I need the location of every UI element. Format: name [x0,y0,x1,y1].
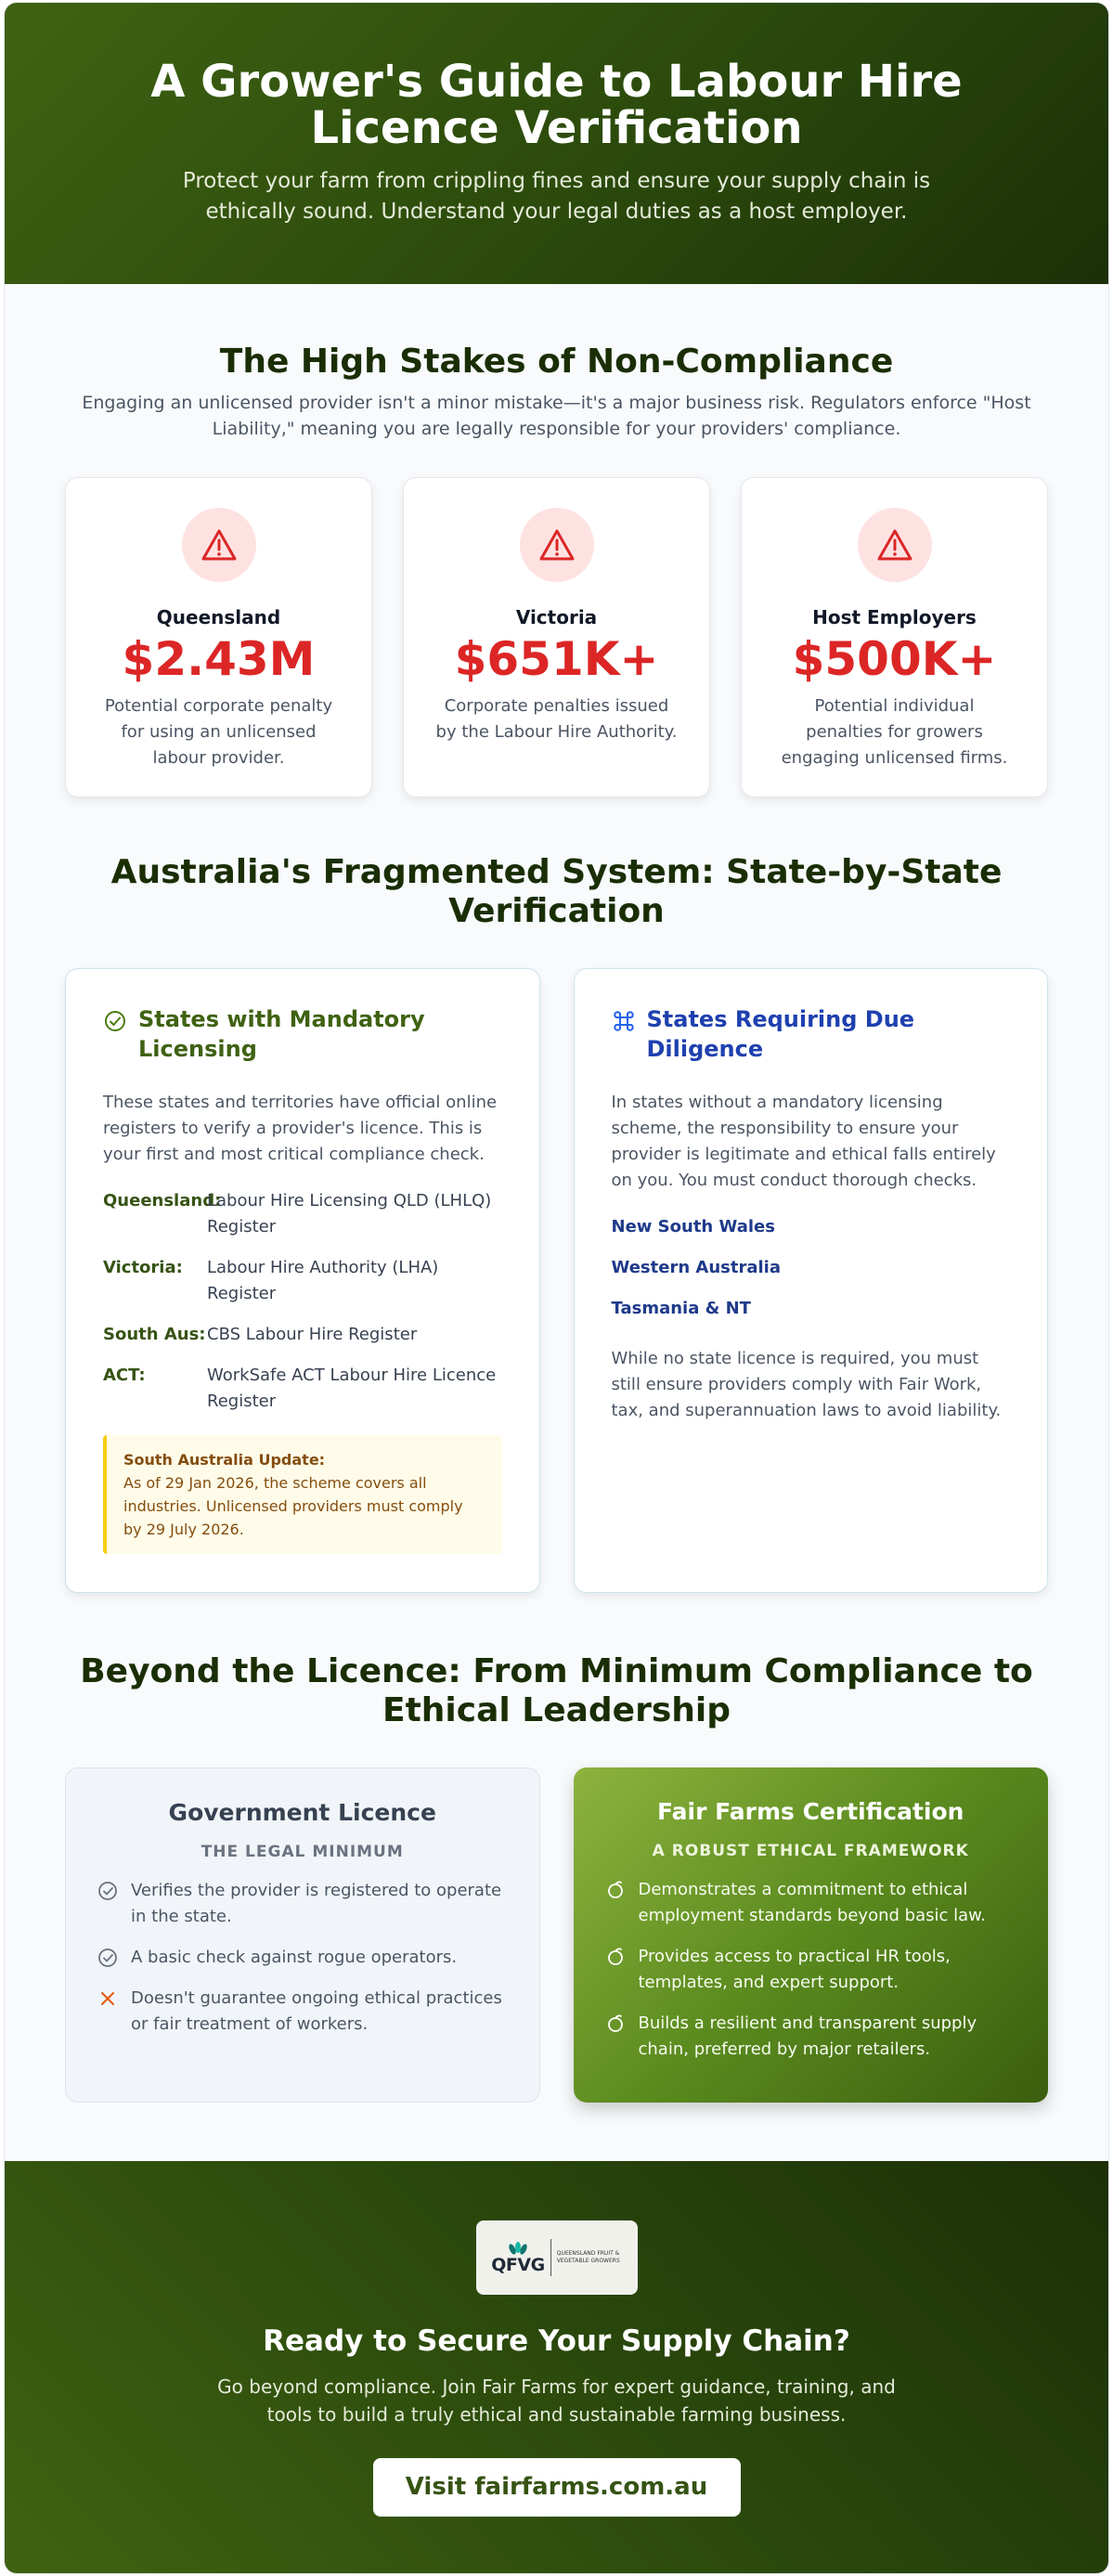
list-item [605,1944,1017,1996]
register-item [103,1255,502,1307]
leaf-icon [605,2011,626,2037]
x-icon [97,1986,118,2012]
leaf-icon [605,1877,626,1903]
register-state: South Aus: [103,1325,206,1344]
diligence-state: New South Wales [611,1217,775,1236]
register-item [103,1322,502,1348]
list-item [97,1878,508,1930]
penalty-card-victoria [403,477,710,797]
mandatory-title: States with Mandatory Licensing [138,1006,425,1062]
qfvg-logo [476,2220,638,2295]
gov-item-text: A basic check against rogue operators. [131,1948,458,1967]
verification-panels [5,968,1108,1593]
mandatory-licensing-panel [65,968,540,1593]
penalty-amount: $651K+ [454,632,659,686]
diligence-body: In states without a mandatory licensing scheme, the responsibility to ensure your provider is legitimate and ethical falls entirely on you. You must conduct thorough checks. [611,1093,996,1190]
logo-divider [550,2239,551,2276]
gov-list [97,1878,508,2038]
gov-subtitle: THE LEGAL MINIMUM [201,1843,404,1861]
hero-banner [5,3,1108,284]
check-circle-icon [103,1004,127,1037]
visit-fairfarms-button[interactable]: Visit fairfarms.com.au [373,2458,741,2517]
warning-triangle-icon [858,508,932,582]
leaf-icon [605,1944,626,1970]
diligence-title: States Requiring Due Diligence [646,1006,915,1062]
list-item [97,1945,508,1971]
warning-triangle-icon [520,508,594,582]
register-item [103,1363,502,1415]
register-state: Victoria: [103,1258,183,1277]
logo-mark [491,2241,544,2274]
penalty-desc: Corporate penalties issued by the Labour Hire Authority. [435,696,678,742]
register-name: WorkSafe ACT Labour Hire Licence Register [207,1366,497,1411]
logo-text: QFVG [491,2255,545,2275]
fair-farms-card [574,1767,1049,2103]
command-icon [612,1004,636,1037]
list-item [605,1877,1017,1929]
penalty-region: Host Employers [812,606,977,628]
register-name: Labour Hire Licensing QLD (LHLQ) Register [207,1191,492,1236]
mandatory-body: These states and territories have official online registers to verify a provider's licence. This is your first and most critical compliance check. [103,1093,498,1164]
list-item [97,1986,508,2038]
diligence-state-list [612,1214,1011,1322]
page-title: A Grower's Guide to Labour Hire Licence Verification [150,56,963,154]
diligence-state: Tasmania & NT [611,1299,751,1318]
list-item [605,2011,1017,2063]
stakes-section [5,284,1108,797]
sa-update-title: South Australia Update: [123,1451,326,1469]
leaf-cluster-icon [504,2241,532,2256]
ff-item-text: Demonstrates a commitment to ethical employment standards beyond basic law. [638,1880,986,1925]
penalty-cards [5,477,1108,797]
footer-title: Ready to Secure Your Supply Chain? [263,2324,850,2358]
gov-item-text: Doesn't guarantee ongoing ethical practices or fair treatment of workers. [131,1988,502,2034]
register-name: Labour Hire Authority (LHA) Register [207,1258,439,1303]
stakes-title: The High Stakes of Non-Compliance [219,343,894,381]
sa-update-callout [103,1435,502,1554]
gov-item-text: Verifies the provider is registered to operate in the state. [131,1881,502,1926]
mandatory-head [103,1004,502,1064]
penalty-card-host-employers [741,477,1048,797]
fragmented-title: Australia's Fragmented System: State-by-State Verification [110,853,1003,930]
register-state: Queensland: [103,1191,222,1210]
fragmented-section [5,797,1108,1593]
due-diligence-panel [574,968,1049,1593]
ff-list [605,1877,1017,2063]
beyond-title: Beyond the Licence: From Minimum Compliance to Ethical Leadership [80,1652,1033,1729]
register-name: CBS Labour Hire Register [207,1325,418,1344]
register-item [103,1188,502,1240]
penalty-region: Victoria [515,606,598,628]
gov-title: Government Licence [168,1799,436,1826]
ff-subtitle: A ROBUST ETHICAL FRAMEWORK [652,1842,969,1860]
diligence-state: Western Australia [611,1258,781,1277]
register-state: ACT: [103,1366,146,1385]
check-icon [97,1945,118,1971]
beyond-section [5,1593,1108,2103]
penalty-desc: Potential individual penalties for growers engaging unlicensed firms. [781,696,1008,768]
penalty-card-queensland [65,477,372,797]
register-list [103,1188,502,1415]
ff-title: Fair Farms Certification [657,1798,964,1825]
hero-subtitle: Protect your farm from crippling fines and ensure your supply chain is ethically sound. Understand your legal duties as a host employer. [182,169,931,224]
diligence-head [612,1004,1011,1064]
sa-update-body: As of 29 Jan 2026, the scheme covers all industries. Unlicensed providers must comply by 29 July 2026. [123,1474,463,1538]
ff-item-text: Builds a resilient and transparent supply chain, preferred by major retailers. [638,2013,977,2059]
penalty-amount: $2.43M [122,632,316,686]
check-icon [97,1878,118,1904]
diligence-note: While no state licence is required, you must still ensure providers comply with Fair Work, tax, and superannuation laws to avoid liability. [611,1349,1002,1420]
comparison-cards [5,1767,1108,2103]
stakes-lead: Engaging an unlicensed provider isn't a minor mistake—it's a major business risk. Regulators enforce "Host Liability," meaning you are legally responsible for your providers' compliance. [82,393,1031,439]
logo-subtext: QUEENSLAND FRUIT & VEGETABLE GROWERS [556,2250,620,2264]
penalty-amount: $500K+ [792,632,997,686]
penalty-desc: Potential corporate penalty for using an unlicensed labour provider. [104,696,333,768]
cta-footer [5,2161,1108,2573]
penalty-region: Queensland [156,606,281,628]
government-licence-card [65,1767,540,2103]
footer-body: Go beyond compliance. Join Fair Farms for expert guidance, training, and tools to build a truly ethical and sustainable farming business. [217,2375,896,2426]
page-frame [4,2,1109,2574]
warning-triangle-icon [182,508,256,582]
ff-item-text: Provides access to practical HR tools, templates, and expert support. [638,1947,951,1992]
